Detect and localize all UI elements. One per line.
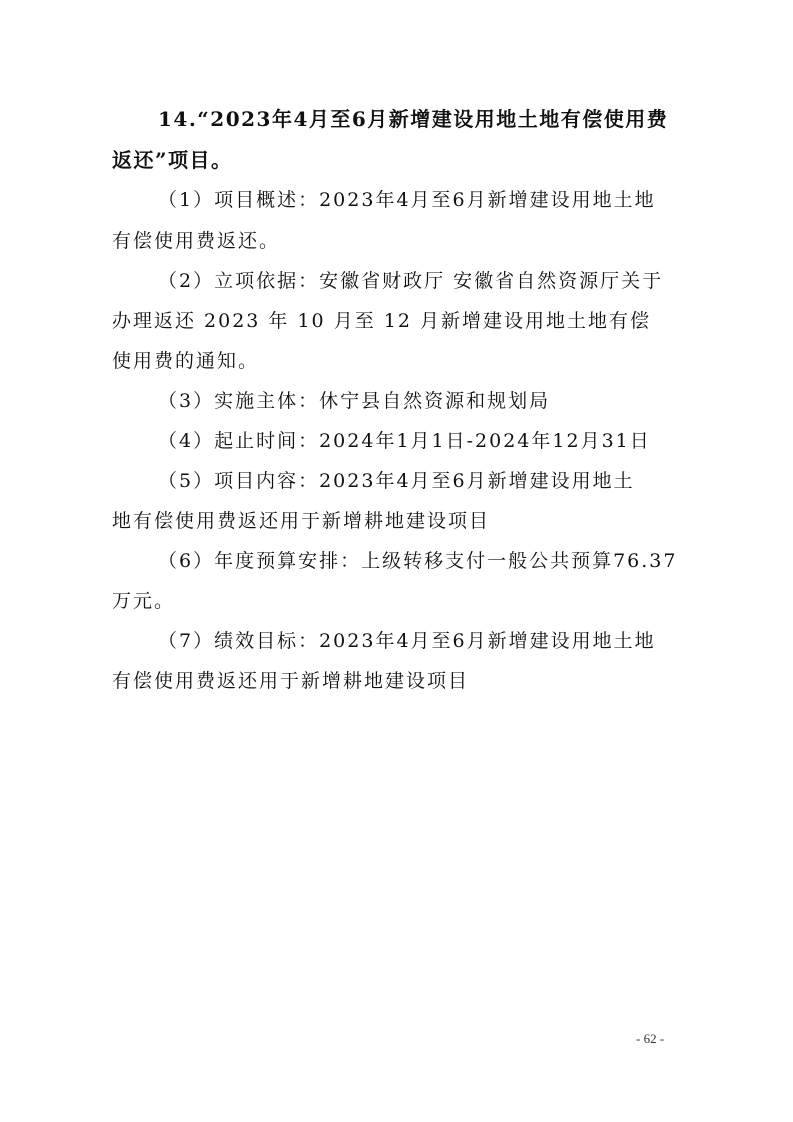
section-heading-line-1: 14.“2023年4月至6月新增建设用地土地有偿使用费 bbox=[158, 107, 669, 131]
item-content-line-2: 地有偿使用费返还用于新增耕地建设项目 bbox=[112, 510, 491, 532]
item-basis-line-1: （2）立项依据：安徽省财政厅 安徽省自然资源厅关于 bbox=[158, 270, 664, 292]
item-overview-line-1: （1）项目概述：2023年4月至6月新增建设用地土地 bbox=[158, 189, 656, 211]
item-period-line-1: （4）起止时间：2024年1月1日-2024年12月31日 bbox=[158, 430, 651, 452]
item-content-line-1: （5）项目内容：2023年4月至6月新增建设用地土 bbox=[158, 470, 635, 492]
item-budget-line-1: （6）年度预算安排：上级转移支付一般公共预算76.37 bbox=[158, 550, 678, 572]
page-number: - 62 - bbox=[636, 1031, 665, 1046]
item-overview-line-2: 有偿使用费返还。 bbox=[112, 230, 281, 252]
item-budget-line-2: 万元。 bbox=[112, 590, 176, 612]
item-implementer-line-1: （3）实施主体：休宁县自然资源和规划局 bbox=[158, 390, 551, 412]
item-basis-line-3: 使用费的通知。 bbox=[112, 350, 260, 372]
item-target-line-2: 有偿使用费返还用于新增耕地建设项目 bbox=[112, 670, 470, 692]
section-heading-line-2: 返还”项目。 bbox=[112, 148, 233, 172]
item-basis-line-2: 办理返还 2023 年 10 月至 12 月新增建设用地土地有偿 bbox=[112, 310, 651, 332]
item-target-line-1: （7）绩效目标：2023年4月至6月新增建设用地土地 bbox=[158, 630, 656, 652]
